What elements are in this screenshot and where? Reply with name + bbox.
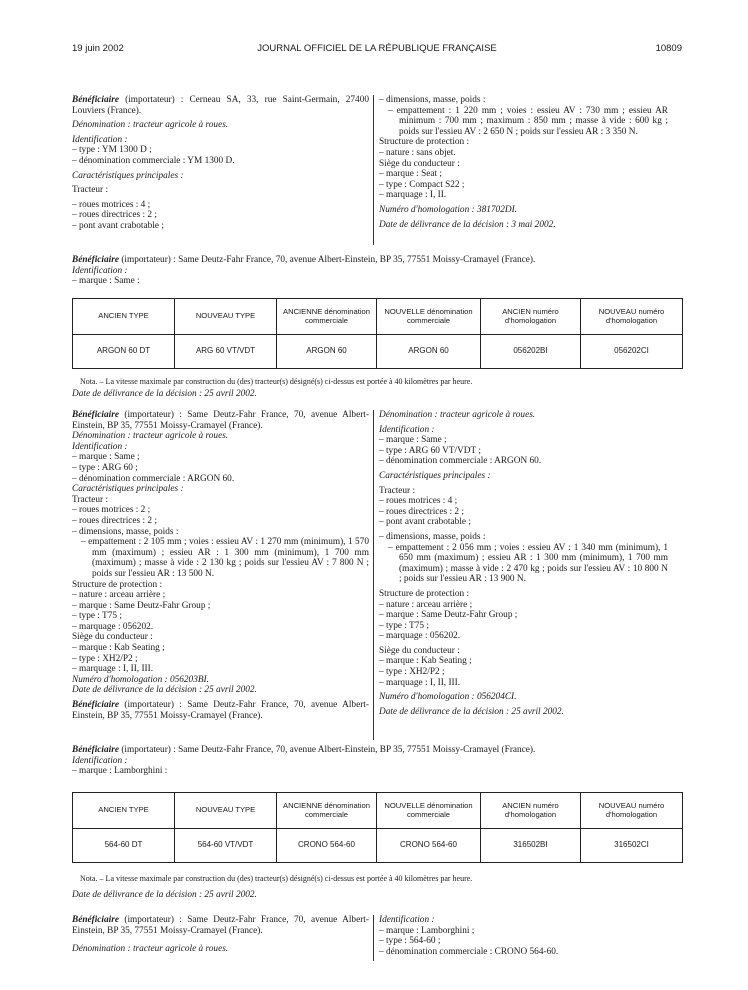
list-item: – type : T75 ;: [72, 611, 122, 622]
page-number: 10809: [655, 43, 682, 54]
table-cell: 056202CI: [581, 335, 683, 369]
col-header: NOUVEAU numéro d'homologation: [581, 299, 683, 335]
table-cell: ARGON 60: [277, 335, 377, 369]
col-header: ANCIEN TYPE: [73, 793, 175, 829]
label-identification: Identification :: [72, 265, 128, 276]
list-item: – marque : Lamborghini ;: [379, 925, 475, 936]
speed-note: Nota. – La vitesse maximale par construction du (des) tracteur(s) désigné(s) ci-dessus est portée à 40 kilomètres par heure.: [80, 874, 473, 883]
column-divider: [373, 915, 374, 961]
table-row: [73, 829, 683, 863]
decision-date: Date de délivrance de la décision : 25 avril 2002.: [379, 706, 564, 717]
list-item: – dimensions, masse, poids :: [379, 531, 486, 542]
beneficiary: Bénéficiaire (importateur) : Same Deutz-Fahr France, 70, avenue Albert-Einstein, BP 35, 77551 Moissy-Cramayel (France).: [72, 255, 536, 265]
list-item: – empattement : 2 056 mm ; voies : essieu AV : 1 340 mm (minimum), 1 650 mm (maximum) ; essieu AR : 1 300 mm (minimum), 1 700 mm (maximum) ; masse à vide : 2 470 kg ; poids sur l'essieu AV : 10 800 N ; poids sur l'essieu AR : 13 900 N.: [388, 542, 668, 585]
block1-left: [72, 95, 369, 232]
list-item: – marquage : I, II.: [379, 190, 447, 201]
list-item: – dénomination commerciale : ARGON 60.: [72, 473, 235, 484]
table-cell: CRONO 564-60: [277, 829, 377, 863]
block2: [72, 255, 682, 287]
list-item: – pont avant crabotable ;: [379, 517, 471, 528]
list-item: – marque : Kab Seating ;: [379, 656, 472, 667]
list-item: – empattement : 1 220 mm ; voies : essieu AV : 730 mm ; essieu AR minimum : 700 mm ; maximum : 850 mm ; masse à vide : 600 kg ; poids sur l'essieu AV : 2 650 N ; poids sur l'essieu AR : 3 350 N.: [388, 105, 668, 137]
block3-left: [72, 410, 369, 721]
label-denomination: Dénomination : tracteur agricole à roues.: [379, 410, 536, 420]
label-characteristics: Caractéristiques principales :: [72, 170, 184, 181]
list-item: – nature : arceau arrière ;: [72, 590, 166, 601]
list-item: – marque : Same Deutz-Fahr Group ;: [379, 610, 518, 621]
table-header-row: [73, 793, 683, 829]
list-item: – type : Compact S22 ;: [379, 179, 465, 190]
decision-date: Date de délivrance de la décision : 25 avril 2002.: [72, 685, 257, 696]
table-cell: 316502CI: [581, 829, 683, 863]
label-identification: Identification :: [72, 755, 128, 766]
column-divider: [373, 410, 374, 740]
header-date: 19 juin 2002: [72, 43, 124, 54]
speed-note: Nota. – La vitesse maximale par construction du (des) tracteur(s) désigné(s) ci-dessus est portée à 40 kilomètres par heure.: [80, 377, 473, 386]
list-item: – type : ARG 60 VT/VDT ;: [379, 445, 481, 456]
beneficiary: Bénéficiaire (importateur) : Same Deutz-Fahr France, 70, avenue Albert-Einstein, BP 35, 77551 Moissy-Cramayel (France).: [72, 410, 369, 431]
label-denomination: Dénomination : tracteur agricole à roues.: [72, 944, 229, 955]
list-item: Tracteur :: [72, 185, 109, 196]
col-header: ANCIEN numéro d'homologation: [481, 299, 581, 335]
list-item: – type : XH2/P2 ;: [379, 667, 445, 678]
table-cell: 564-60 DT: [73, 829, 175, 863]
block1-right: [379, 95, 668, 230]
table-cell: 056202BI: [481, 335, 581, 369]
col-header: ANCIEN numéro d'homologation: [481, 793, 581, 829]
col-header: ANCIEN TYPE: [73, 299, 175, 335]
list-item: – dénomination commerciale : ARGON 60.: [379, 456, 542, 467]
block3-right: [379, 410, 668, 717]
list-item: – roues directrices : 2 ;: [72, 210, 157, 221]
col-header: NOUVEAU TYPE: [175, 793, 277, 829]
table-row: [73, 335, 683, 369]
list-item: – dénomination commerciale : YM 1300 D.: [72, 155, 235, 166]
list-item: Tracteur :: [72, 494, 109, 505]
table-header-row: [73, 299, 683, 335]
table-cell: CRONO 564-60: [377, 829, 481, 863]
list-item: Structure de protection :: [72, 579, 163, 590]
label-characteristics: Caractéristiques principales :: [379, 470, 491, 481]
col-header: NOUVELLE dénomination commerciale: [377, 793, 481, 829]
label-identification: Identification :: [72, 441, 128, 452]
journal-title: JOURNAL OFFICIEL DE LA RÉPUBLIQUE FRANÇAISE: [257, 43, 497, 54]
list-item: – pont avant crabotable ;: [72, 220, 164, 231]
beneficiary: Bénéficiaire (importateur) : Same Deutz-Fahr France, 70, avenue Albert-Einstein, BP 35, 77551 Moissy-Cramayel (France).: [72, 915, 369, 936]
homologation-number: Numéro d'homologation : 056204CI.: [379, 692, 517, 703]
list-item: – marque : Kab Seating ;: [72, 643, 165, 654]
table-cell: 316502BI: [481, 829, 581, 863]
list-item: – nature : arceau arrière ;: [379, 599, 473, 610]
list-item: – dimensions, masse, poids :: [72, 526, 179, 537]
table-cell: 564-60 VT/VDT: [175, 829, 277, 863]
homologation-table-2: [72, 792, 683, 863]
list-item: – marque : Same ;: [379, 435, 447, 446]
col-header: ANCIENNE dénomination commerciale: [277, 299, 377, 335]
list-item: – marque : Same Deutz-Fahr Group ;: [72, 600, 211, 611]
beneficiary: Bénéficiaire (importateur) : Same Deutz-Fahr France, 70, avenue Albert-Einstein, BP 35, 77551 Moissy-Cramayel (France).: [72, 700, 369, 721]
list-item: – roues directrices : 2 ;: [379, 506, 464, 517]
col-header: ANCIENNE dénomination commerciale: [277, 793, 377, 829]
list-item: Structure de protection :: [379, 137, 470, 148]
list-item: Structure de protection :: [379, 588, 470, 599]
beneficiary: Bénéficiaire (importateur) : Same Deutz-Fahr France, 70, avenue Albert-Einstein, BP 35, 77551 Moissy-Cramayel (France).: [72, 745, 536, 755]
list-item: – marquage : I, II, III.: [379, 677, 461, 688]
block5-left: [72, 915, 369, 955]
column-divider: [373, 95, 374, 245]
list-item: – roues motrices : 4 ;: [379, 496, 458, 507]
list-item: – dimensions, masse, poids :: [379, 95, 486, 105]
list-item: – dénomination commerciale : CRONO 564-60.: [379, 946, 559, 957]
list-item: – roues directrices : 2 ;: [72, 515, 157, 526]
list-item: – marquage : 056202.: [379, 631, 461, 642]
list-item: Tracteur :: [379, 485, 416, 496]
list-item: – marquage : I, II, III.: [72, 664, 154, 675]
list-item: – marque : Lamborghini :: [72, 766, 168, 777]
label-identification: Identification :: [379, 424, 435, 435]
block5-right: [379, 915, 668, 957]
block4: [72, 745, 682, 777]
list-item: Siège du conducteur :: [379, 645, 460, 656]
homologation-table-1: [72, 298, 683, 369]
list-item: – roues motrices : 2 ;: [72, 505, 151, 516]
label-denomination: Dénomination : tracteur agricole à roues.: [72, 431, 229, 442]
list-item: – roues motrices : 4 ;: [72, 199, 151, 210]
decision-date: Date de délivrance de la décision : 25 avril 2002.: [72, 890, 257, 900]
list-item: – empattement : 2 105 mm ; voies : essieu AV : 1 270 mm (minimum), 1 570 mm (maximum) ; essieu AR : 1 300 mm (minimum), 1 700 mm (maximum) ; masse à vide : 2 130 kg ; poids sur l'essieu AV : 7 800 N ; poids sur l'essieu AR : 13 500 N.: [81, 537, 369, 579]
list-item: – marque : Seat ;: [379, 169, 442, 180]
label-identification: Identification :: [379, 915, 435, 925]
table-cell: ARGON 60 DT: [73, 335, 175, 369]
list-item: – type : T75 ;: [379, 620, 429, 631]
list-item: – marque : Same :: [72, 276, 140, 287]
col-header: NOUVELLE dénomination commerciale: [377, 299, 481, 335]
list-item: Siège du conducteur :: [72, 632, 153, 643]
list-item: – type : XH2/P2 ;: [72, 653, 138, 664]
list-item: – type : 564-60 ;: [379, 936, 441, 947]
label-denomination: Dénomination : tracteur agricole à roues.: [72, 120, 229, 131]
list-item: – type : YM 1300 D ;: [72, 145, 152, 156]
col-header: NOUVEAU numéro d'homologation: [581, 793, 683, 829]
homologation-number: Numéro d'homologation : 056203BI.: [72, 674, 209, 685]
decision-date: Date de délivrance de la décision : 25 avril 2002.: [72, 389, 257, 399]
beneficiary: Bénéficiaire (importateur) : Cerneau SA, 33, rue Saint-Germain, 27400 Louviers (France).: [72, 95, 369, 116]
list-item: – marque : Same ;: [72, 452, 140, 463]
page-header: [72, 44, 682, 58]
label-characteristics: Caractéristiques principales :: [72, 484, 184, 495]
list-item: – type : ARG 60 ;: [72, 462, 138, 473]
label-identification: Identification :: [72, 134, 128, 145]
list-item: – nature : sans objet.: [379, 147, 456, 158]
homologation-number: Numéro d'homologation : 381702DI.: [379, 204, 517, 215]
list-item: – marquage : 056202.: [72, 621, 154, 632]
table-cell: ARG 60 VT/VDT: [175, 335, 277, 369]
list-item: Siège du conducteur :: [379, 158, 460, 169]
table-cell: ARGON 60: [377, 335, 481, 369]
decision-date: Date de délivrance de la décision : 3 mai 2002.: [379, 219, 556, 230]
col-header: NOUVEAU TYPE: [175, 299, 277, 335]
